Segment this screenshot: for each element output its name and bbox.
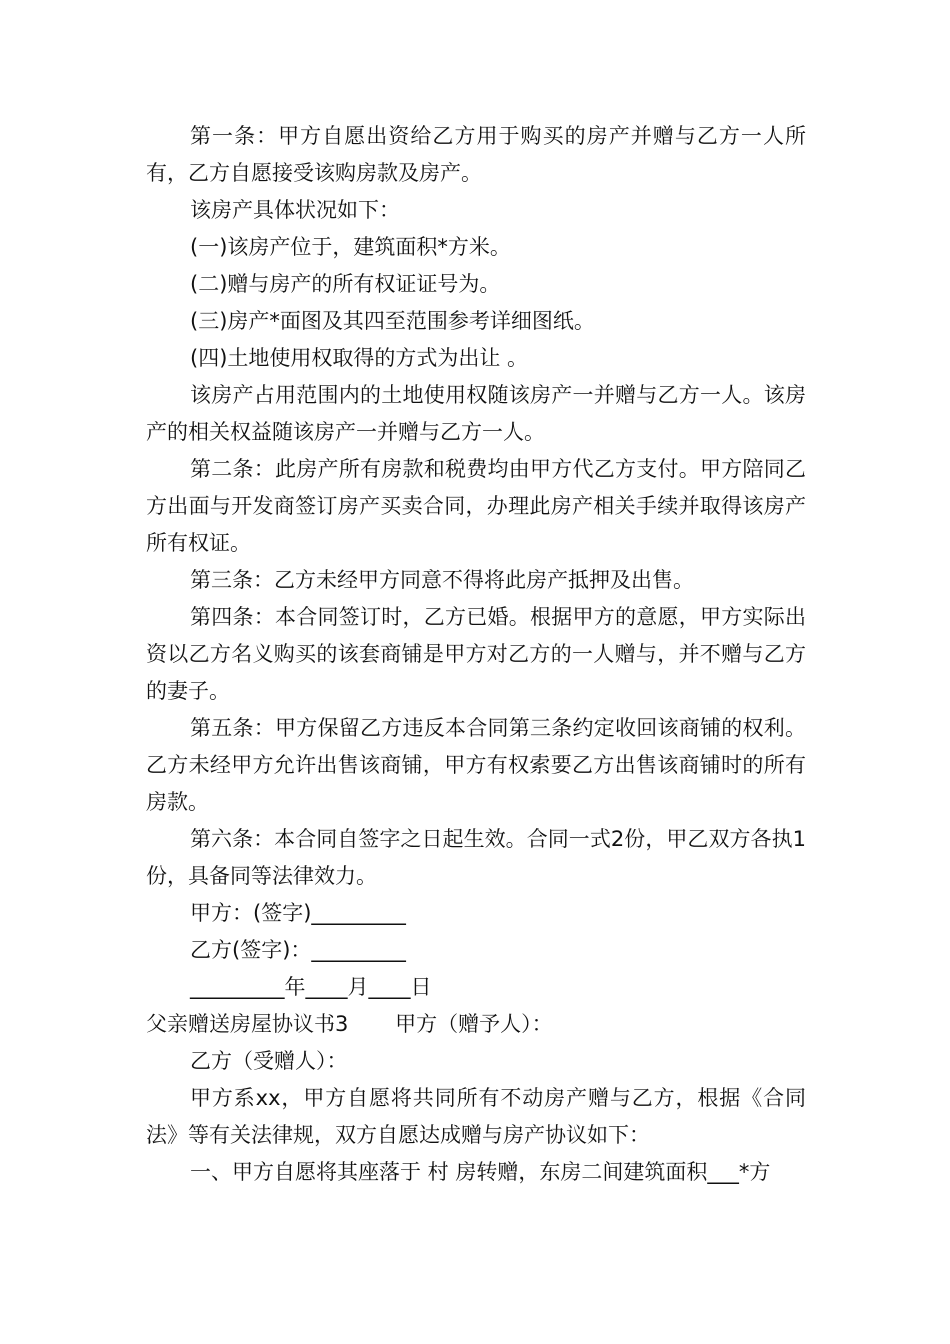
article-5-paragraph: 第五条：甲方保留乙方违反本合同第三条约定收回该商铺的权利。乙方未经甲方允许出售该商铺，甲方有权索要乙方出售该商铺时的所有房款。: [146, 716, 806, 814]
land-use-item: (四)土地使用权取得的方式为出让 。: [190, 346, 529, 370]
party-b-recipient-line: 乙方（受赠人）：: [190, 1049, 348, 1073]
agreement-3-clause-1: 一、甲方自愿将其座落于 村 房转赠，东房二间建筑面积___*方: [190, 1160, 771, 1184]
property-details-heading: 该房产具体状况如下：: [190, 198, 400, 222]
agreement-3-preamble: 甲方系xx，甲方自愿将共同所有不动房产赠与乙方，根据《合同法》等有关法律规，双方自愿达成赠与房产协议如下：: [146, 1086, 806, 1147]
article-3-paragraph: 第三条：乙方未经甲方同意不得将此房产抵押及出售。: [190, 568, 694, 592]
party-a-signature-line: 甲方：(签字)_________: [190, 901, 406, 925]
property-plan-item: (三)房产*面图及其四至范围参考详细图纸。: [190, 309, 595, 333]
agreement-3-title-line: 父亲赠送房屋协议书3 甲方（赠予人）：: [146, 1012, 553, 1036]
property-certificate-item: (二)赠与房产的所有权证证号为。: [190, 272, 501, 296]
land-rights-paragraph: 该房产占用范围内的土地使用权随该房产一并赠与乙方一人。该房产的相关权益随该房产一并赠与乙方一人。: [146, 383, 806, 444]
property-location-item: (一)该房产位于，建筑面积*方米。: [190, 235, 511, 259]
article-1-paragraph: 第一条：甲方自愿出资给乙方用于购买的房产并赠与乙方一人所有，乙方自愿接受该购房款及房产。: [146, 124, 806, 185]
article-6-paragraph: 第六条：本合同自签字之日起生效。合同一式2份，甲乙双方各执1份，具备同等法律效力。: [146, 827, 806, 888]
article-4-paragraph: 第四条：本合同签订时，乙方已婚。根据甲方的意愿，甲方实际出资以乙方名义购买的该套商铺是甲方对乙方的一人赠与，并不赠与乙方的妻子。: [146, 605, 806, 703]
article-2-paragraph: 第二条：此房产所有房款和税费均由甲方代乙方支付。甲方陪同乙方出面与开发商签订房产买卖合同，办理此房产相关手续并取得该房产所有权证。: [146, 457, 806, 555]
party-b-signature-line: 乙方(签字)：_________: [190, 938, 406, 962]
date-line: _________年____月____日: [190, 975, 432, 999]
document-body: [146, 118, 806, 1191]
